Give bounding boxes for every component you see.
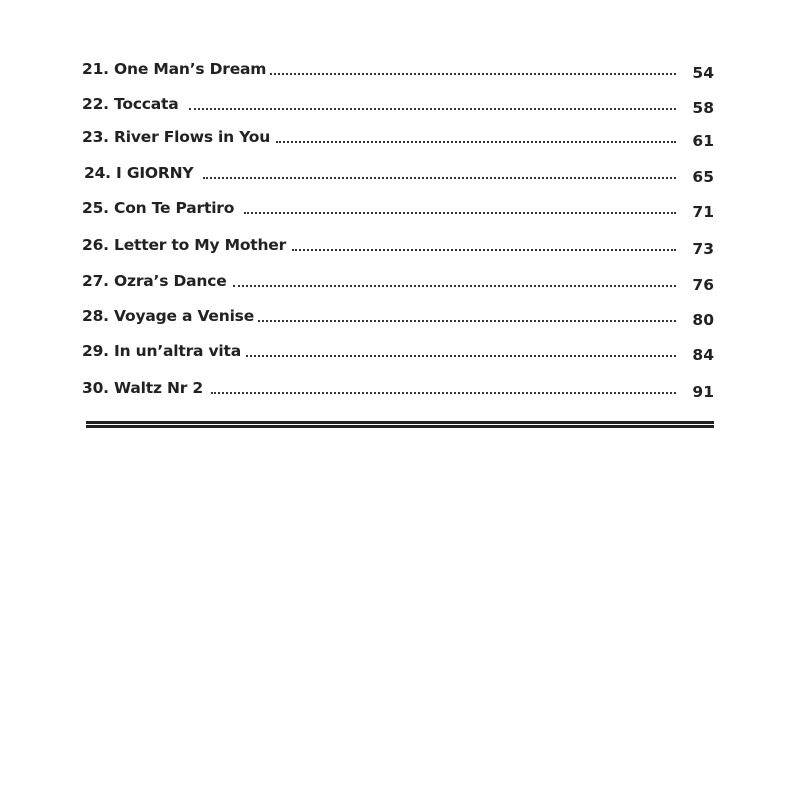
toc-entry-page: 91 bbox=[692, 383, 714, 401]
toc-entry-page: 73 bbox=[692, 240, 714, 258]
toc-entry-27[interactable] bbox=[82, 272, 714, 298]
toc-entry-page: 61 bbox=[692, 132, 714, 150]
toc-entry-page: 65 bbox=[692, 168, 714, 186]
toc-entry-title: 22. Toccata bbox=[82, 95, 179, 113]
dot-leader bbox=[211, 392, 676, 394]
toc-entry-26[interactable] bbox=[82, 236, 714, 262]
divider-rule-bottom bbox=[86, 425, 714, 428]
divider-rule-top bbox=[86, 421, 714, 424]
toc-entry-23[interactable] bbox=[82, 128, 714, 154]
toc-entry-title: 25. Con Te Partiro bbox=[82, 199, 235, 217]
toc-entry-title: 24. I GIORNY bbox=[84, 164, 194, 182]
dot-leader bbox=[258, 320, 676, 322]
dot-leader bbox=[233, 285, 676, 287]
toc-entry-29[interactable] bbox=[82, 342, 714, 368]
toc-entry-title: 28. Voyage a Venise bbox=[82, 307, 255, 325]
toc-entry-30[interactable] bbox=[82, 379, 714, 405]
toc-entry-title: 26. Letter to My Mother bbox=[82, 236, 287, 254]
dot-leader bbox=[203, 177, 676, 179]
toc-entry-22[interactable] bbox=[82, 95, 714, 121]
dot-leader bbox=[244, 212, 676, 214]
toc-entry-21[interactable] bbox=[82, 60, 714, 86]
toc-entry-page: 58 bbox=[692, 99, 714, 117]
toc-entry-page: 84 bbox=[692, 346, 714, 364]
dot-leader bbox=[276, 141, 676, 143]
toc-entry-page: 76 bbox=[692, 276, 714, 294]
toc-entry-25[interactable] bbox=[82, 199, 714, 225]
dot-leader bbox=[246, 355, 676, 357]
dot-leader bbox=[189, 108, 676, 110]
dot-leader bbox=[270, 73, 676, 75]
toc-entry-24[interactable] bbox=[82, 164, 714, 190]
toc-entry-28[interactable] bbox=[82, 307, 714, 333]
toc-entry-page: 71 bbox=[692, 203, 714, 221]
toc-entry-title: 21. One Man’s Dream bbox=[82, 60, 267, 78]
toc-entry-title: 30. Waltz Nr 2 bbox=[82, 379, 203, 397]
toc-entry-page: 54 bbox=[692, 64, 714, 82]
dot-leader bbox=[292, 249, 676, 251]
toc-entry-page: 80 bbox=[692, 311, 714, 329]
toc-entry-title: 23. River Flows in You bbox=[82, 128, 271, 146]
toc-entry-title: 29. In un’altra vita bbox=[82, 342, 241, 360]
toc-entry-title: 27. Ozra’s Dance bbox=[82, 272, 227, 290]
